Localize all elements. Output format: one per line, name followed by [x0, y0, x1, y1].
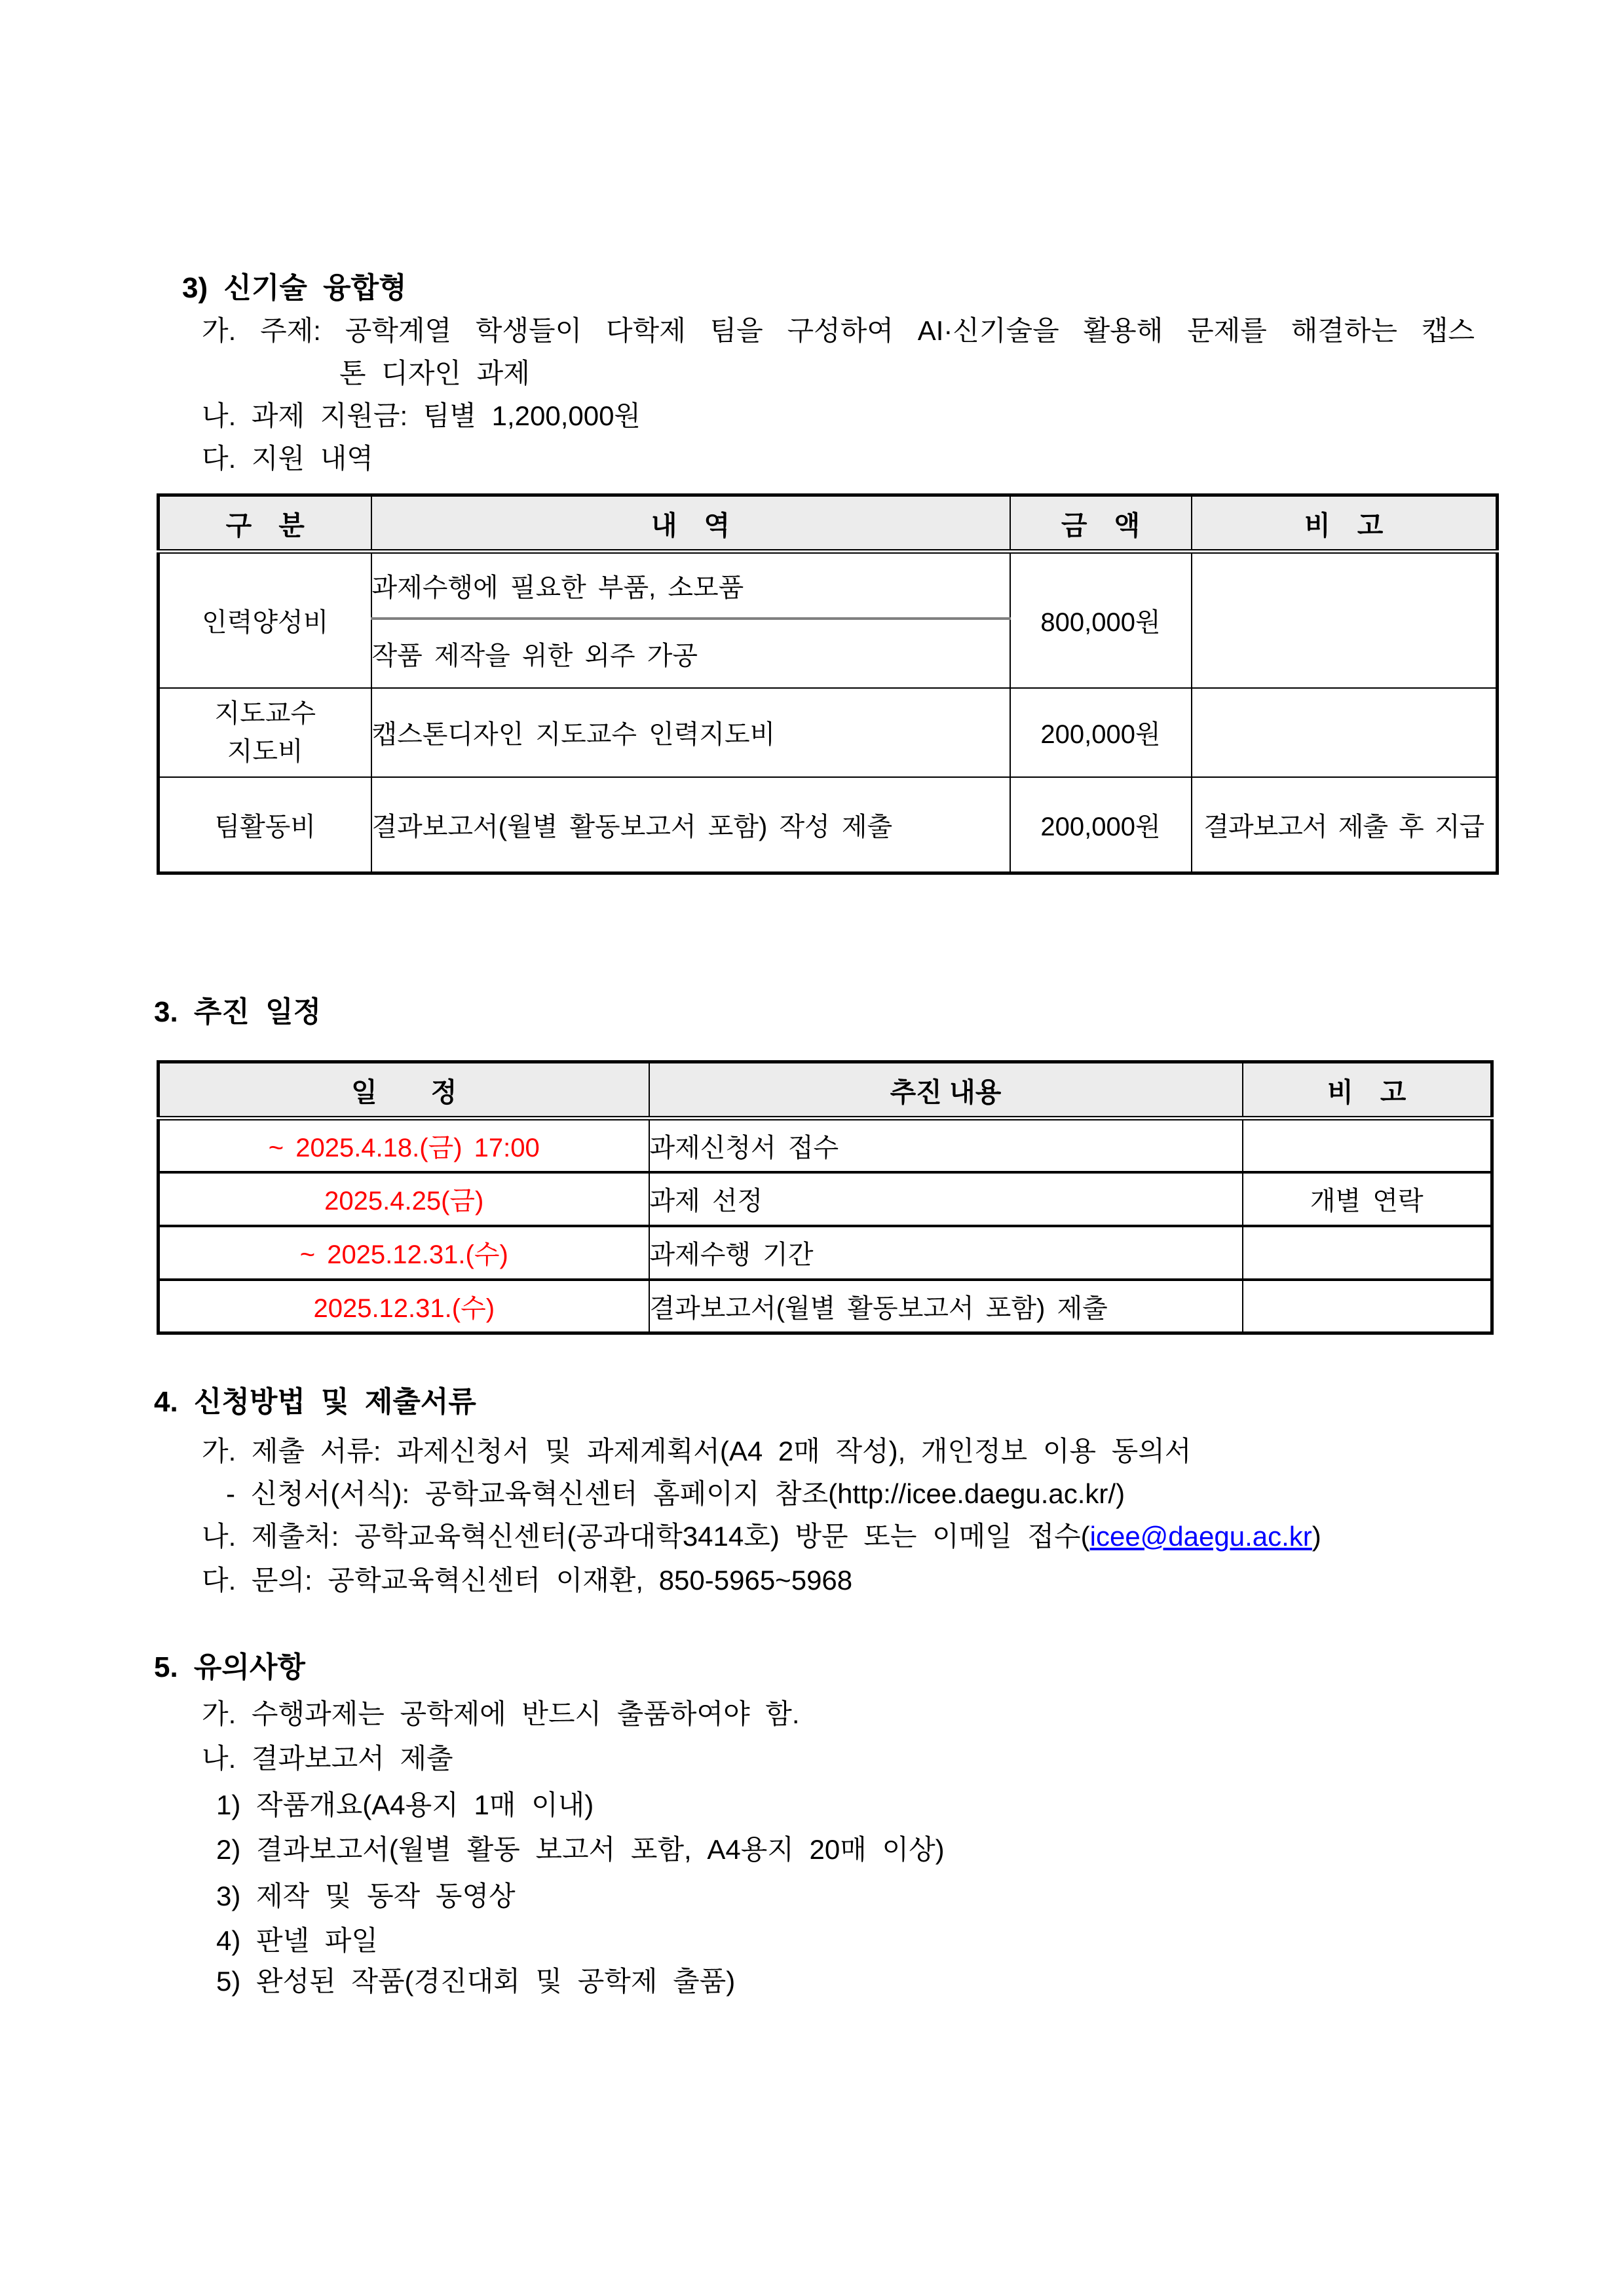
schedule-col-content: 추진 내용 [649, 1062, 1243, 1119]
notes-list-item-4: 4) 판넬 파일 [216, 1925, 378, 1956]
cell-category-team: 팀활동비 [159, 777, 371, 873]
support-col-amount: 금 액 [1010, 495, 1192, 552]
cell-content-selection: 과제 선정 [649, 1172, 1243, 1226]
apply-contact-line: 다. 문의: 공학교육혁신센터 이재환, 850-5965~5968 [202, 1565, 853, 1596]
apply-submit-close: ) [1312, 1521, 1321, 1552]
support-table-header-row [159, 495, 1498, 552]
cell-category-manpower: 인력양성비 [159, 552, 371, 688]
cell-detail-outsourcing: 작품 제작을 위한 외주 가공 [371, 619, 1010, 688]
cell-content-period: 과제수행 기간 [649, 1226, 1243, 1280]
cell-note-manpower [1192, 552, 1498, 688]
table-row-team [159, 777, 1498, 873]
schedule-col-note: 비 고 [1243, 1062, 1492, 1119]
notes-heading: 5. 유의사항 [154, 1651, 305, 1683]
cell-note-team: 결과보고서 제출 후 지급 [1192, 777, 1498, 873]
cell-amount-team: 200,000원 [1010, 777, 1192, 873]
schedule-row-selection [159, 1172, 1492, 1226]
cell-detail-advisor: 캡스톤디자인 지도교수 인력지도비 [371, 688, 1010, 777]
cell-date-report: 2025.12.31.(수) [159, 1280, 649, 1333]
apply-submit-line [202, 1516, 1321, 1557]
newtech-topic-line2: 톤 디자인 과제 [339, 358, 530, 389]
cell-amount-manpower: 800,000원 [1010, 552, 1192, 688]
newtech-grant-line: 나. 과제 지원금: 팀별 1,200,000원 [202, 400, 641, 431]
table-row-advisor [159, 688, 1498, 777]
apply-submit-text: 나. 제출처: 공학교육혁신센터(공과대학3414호) 방문 또는 이메일 접수( [202, 1521, 1090, 1552]
newtech-topic-line1: 가. 주제: 공학계열 학생들이 다학제 팀을 구성하여 AI·신기술을 활용해 문제를 해결하는 캡스 [202, 315, 1475, 346]
apply-docs-line: 가. 제출 서류: 과제신청서 및 과제계획서(A4 2매 작성), 개인정보 이용 동의서 [202, 1436, 1192, 1466]
cell-content-application: 과제신청서 접수 [649, 1119, 1243, 1172]
support-col-note: 비 고 [1192, 495, 1498, 552]
notes-list-item-1: 1) 작품개요(A4용지 1매 이내) [216, 1789, 594, 1820]
schedule-table [157, 1060, 1494, 1335]
notes-list-item-3: 3) 제작 및 동작 동영상 [216, 1881, 516, 1911]
cell-amount-advisor: 200,000원 [1010, 688, 1192, 777]
newtech-heading: 3) 신기술 융합형 [182, 272, 407, 304]
schedule-row-report [159, 1280, 1492, 1333]
schedule-col-date: 일 정 [159, 1062, 649, 1119]
cell-date-application: ~ 2025.4.18.(금) 17:00 [159, 1119, 649, 1172]
apply-form-line: - 신청서(서식): 공학교육혁신센터 홈페이지 참조(http://icee.daegu.ac.kr/) [226, 1478, 1125, 1509]
cell-note-report [1243, 1280, 1492, 1333]
cell-date-period: ~ 2025.12.31.(수) [159, 1226, 649, 1280]
cell-category-advisor [159, 688, 371, 777]
cell-date-selection: 2025.4.25(금) [159, 1172, 649, 1226]
cell-note-application [1243, 1119, 1492, 1172]
support-table [157, 493, 1499, 875]
cell-detail-team: 결과보고서(월별 활동보고서 포함) 작성 제출 [371, 777, 1010, 873]
apply-heading: 4. 신청방법 및 제출서류 [154, 1386, 476, 1418]
table-row-manpower-1 [159, 552, 1498, 619]
cell-line-advisor-1: 지도교수 [214, 698, 316, 728]
cell-note-period [1243, 1226, 1492, 1280]
notes-list-item-2: 2) 결과보고서(월별 활동 보고서 포함, A4용지 20매 이상) [216, 1834, 945, 1865]
email-link[interactable]: icee@daegu.ac.kr [1089, 1521, 1312, 1552]
support-col-detail: 내 역 [371, 495, 1010, 552]
notes-list-item-5: 5) 완성된 작품(경진대회 및 공학제 출품) [216, 1966, 736, 1997]
notes-exhibit-line: 가. 수행과제는 공학제에 반드시 출품하여야 함. [202, 1698, 800, 1729]
notes-report-line: 나. 결과보고서 제출 [202, 1743, 453, 1774]
schedule-table-header-row [159, 1062, 1492, 1119]
cell-line-advisor-2: 지도비 [227, 737, 303, 766]
schedule-row-period [159, 1226, 1492, 1280]
schedule-heading: 3. 추진 일정 [154, 996, 322, 1028]
support-col-category: 구 분 [159, 495, 371, 552]
cell-note-selection: 개별 연락 [1243, 1172, 1492, 1226]
newtech-support-label: 다. 지원 내역 [202, 443, 373, 474]
schedule-row-application [159, 1119, 1492, 1172]
cell-content-report: 결과보고서(월별 활동보고서 포함) 제출 [649, 1280, 1243, 1333]
cell-note-advisor [1192, 688, 1498, 777]
cell-detail-parts: 과제수행에 필요한 부품, 소모품 [371, 552, 1010, 619]
